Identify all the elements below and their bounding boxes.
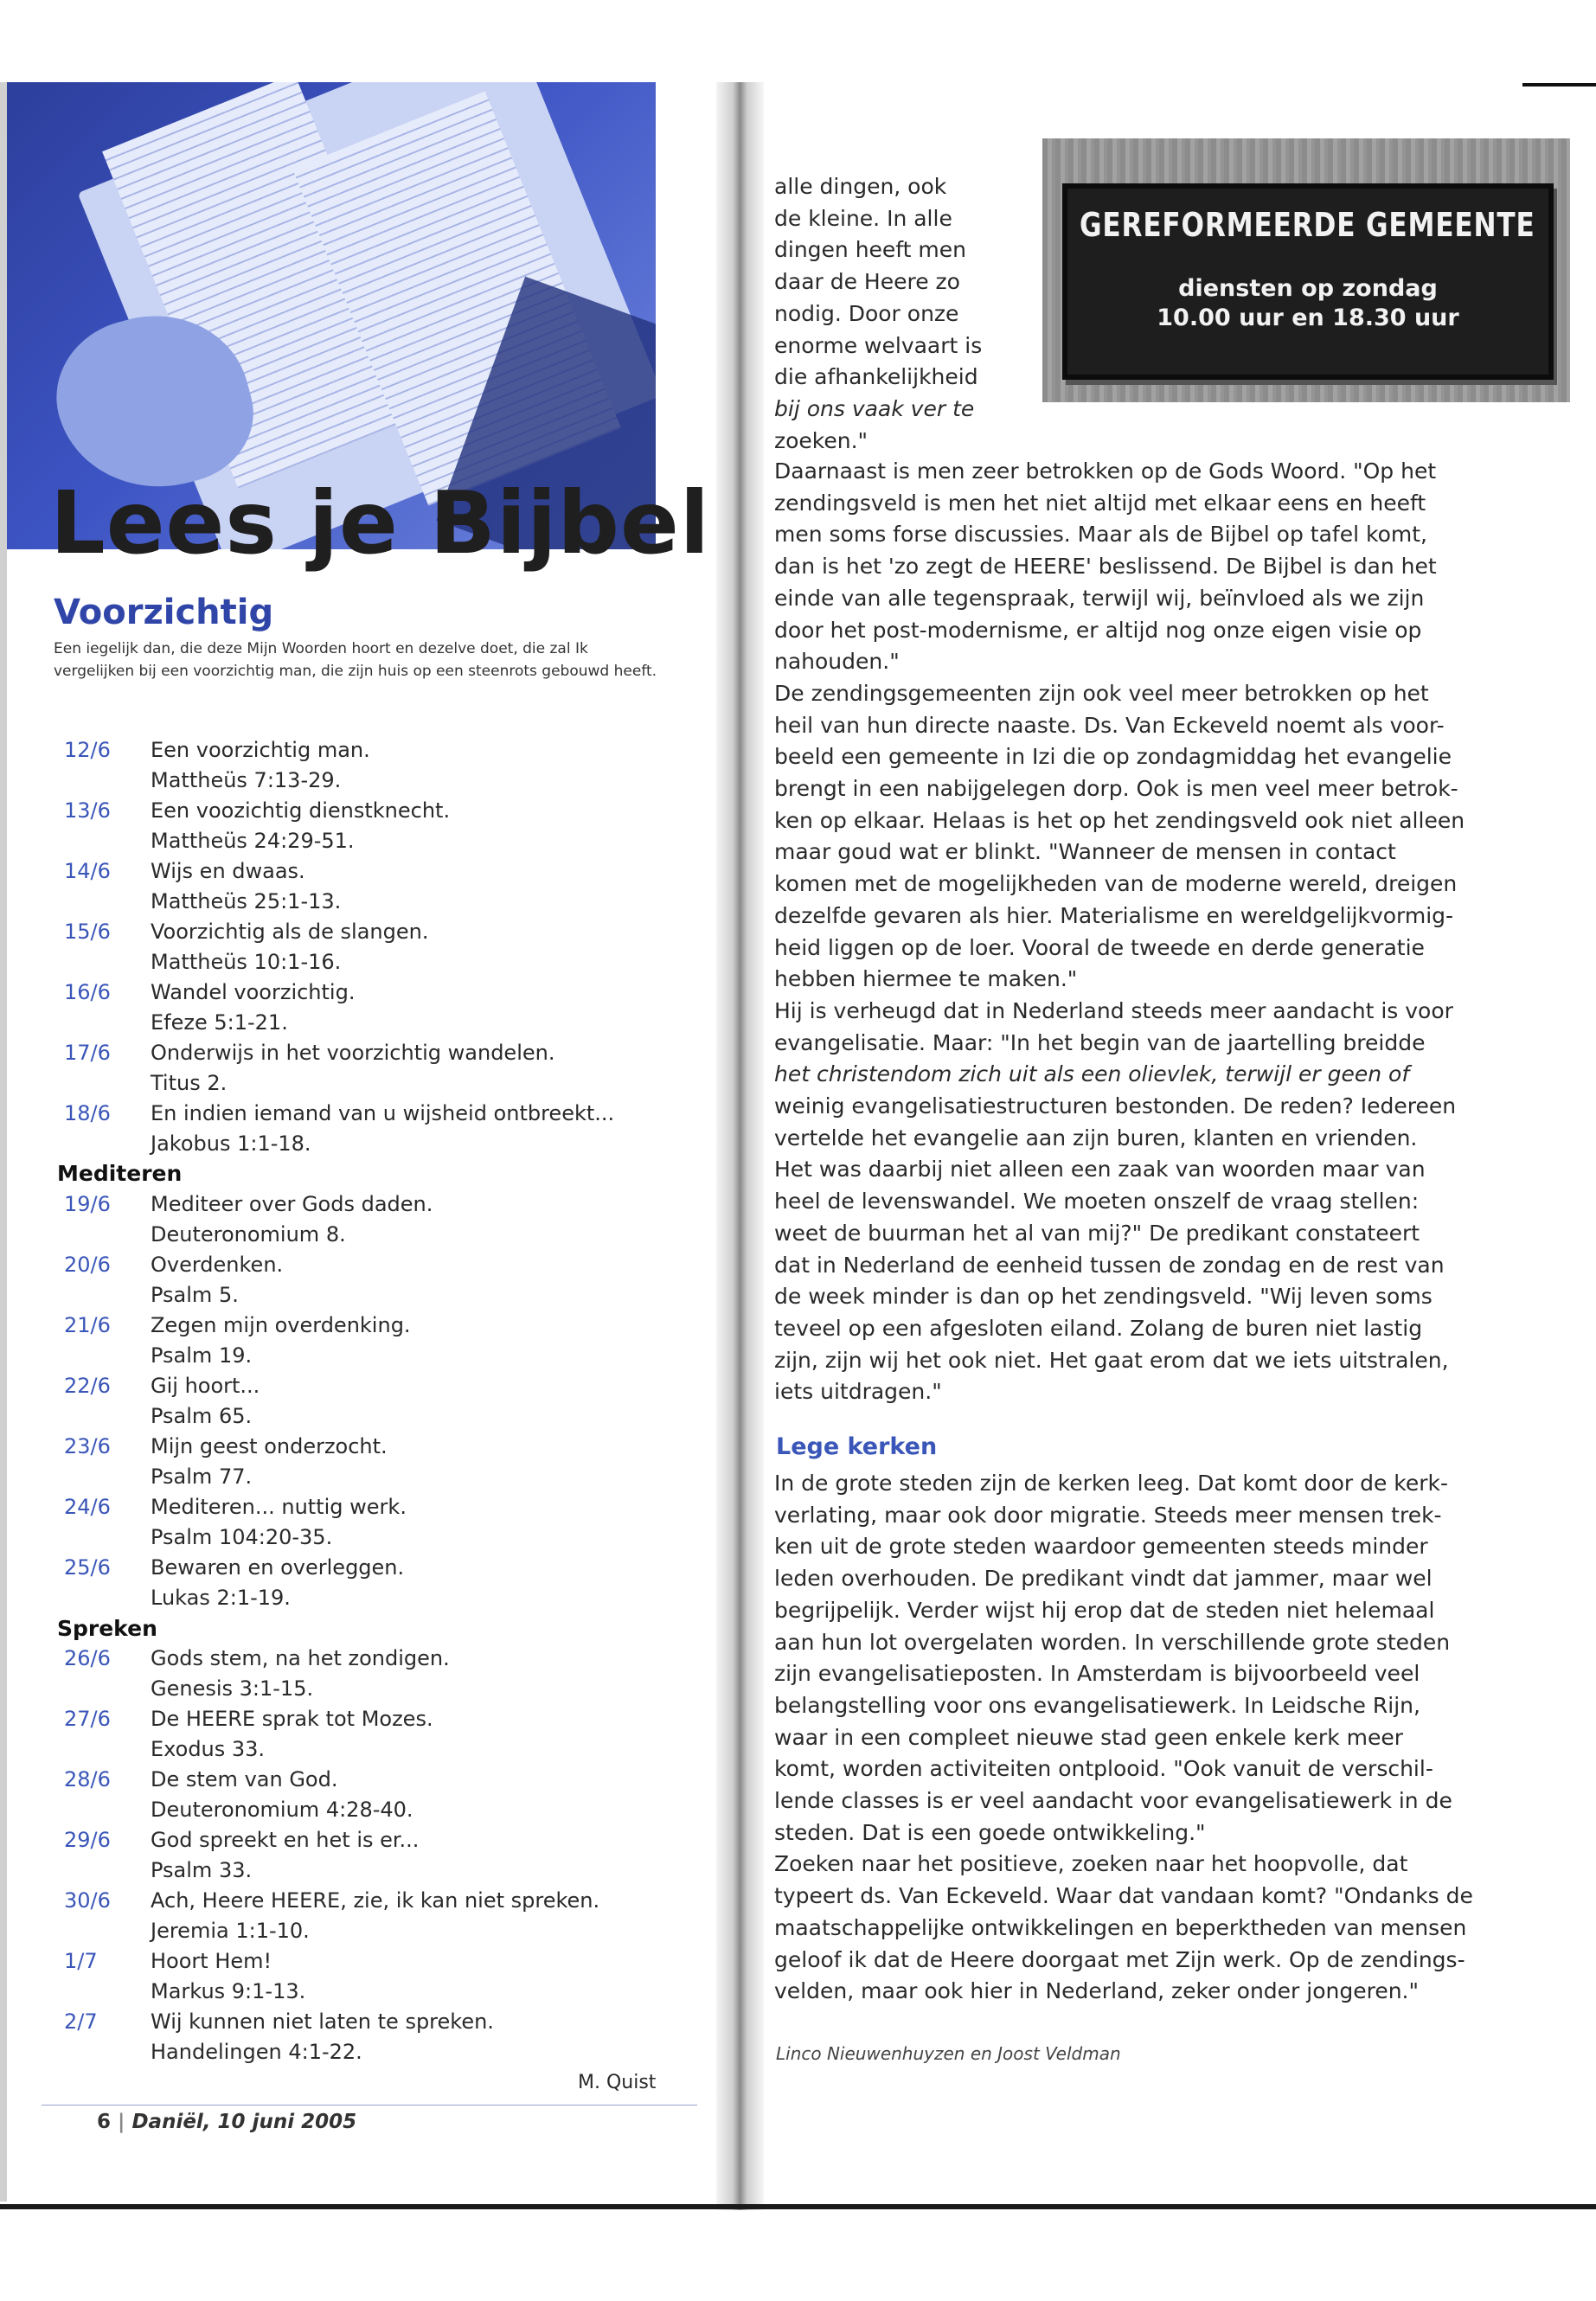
reading-title: Gods stem, na het zondigen.	[151, 1646, 450, 1670]
reading-date: 23/6	[64, 1434, 111, 1458]
article-line: heel de levenswandel. We moeten onszelf de vraag stellen:	[774, 1189, 1420, 1215]
reading-reference: Jeremia 1:1-10.	[151, 1919, 310, 1943]
reading-date: 20/6	[64, 1253, 111, 1277]
article-line: beeld een gemeente in Izi die op zondagmiddag het evangelie	[774, 744, 1452, 770]
article-line: hebben hiermee te maken."	[774, 966, 1078, 992]
reading-title: Een voorzichtig man.	[151, 738, 370, 762]
author-signature: M. Quist	[578, 2072, 657, 2093]
article-line: De zendingsgemeenten zijn ook veel meer betrokken op het	[774, 680, 1429, 706]
reading-reference: Psalm 77.	[151, 1465, 253, 1489]
article-line: typeert ds. Van Eckeveld. Waar dat vandaan komt? "Ondanks de	[774, 1883, 1473, 1909]
article-line: de kleine. In alle	[774, 205, 952, 231]
article-body-part1	[774, 456, 1465, 1408]
article-line: maar goud wat er blinkt. "Wanneer de mensen in contact	[774, 839, 1396, 865]
reading-title: Wandel voorzichtig.	[151, 980, 356, 1004]
page-number: 6	[97, 2111, 112, 2133]
article-subhead: Lege kerken	[776, 1433, 938, 1460]
article-line: velden, maar ook hier in Nederland, zeker onder jongeren."	[774, 1978, 1420, 2004]
sign-title: GEREFORMEERDE GEMEENTE	[1080, 206, 1535, 244]
article-line: geloof ik dat de Heere doorgaat met Zijn werk. Op de zendings-	[774, 1946, 1465, 1972]
article-line: men soms forse discussies. Maar als de Bijbel op tafel komt,	[774, 522, 1427, 548]
reading-reference: Mattheüs 10:1-16.	[151, 950, 342, 974]
article-line: daar de Heere zo	[774, 269, 960, 295]
reading-title: Een voozichtig dienstknecht.	[151, 798, 451, 823]
article-line: komen met de mogelijkheden van de moderne wereld, dreigen	[774, 871, 1458, 897]
article-byline: Linco Nieuwenhuyzen en Joost Veldman	[776, 2043, 1121, 2064]
reading-reference: Genesis 3:1-15.	[151, 1676, 314, 1701]
reading-reference: Handelingen 4:1-22.	[151, 2040, 362, 2064]
reading-title: Mediteren... nuttig werk.	[151, 1495, 407, 1519]
reading-title: Mijn geest onderzocht.	[151, 1434, 388, 1458]
article-line: heil van hun directe naaste. Ds. Van Eckeveld noemt als voor-	[774, 712, 1445, 738]
reading-date: 30/6	[64, 1888, 111, 1913]
reading-reference: Mattheüs 24:29-51.	[151, 829, 355, 853]
article-line: die afhankelijkheid	[774, 364, 978, 390]
intro-quote: Een iegelijk dan, die deze Mijn Woorden hoort en dezelve doet, die zal Ik vergelijken bij een voorzichtig man, die zijn huis op een steenrots gebouwd heeft.	[54, 640, 657, 680]
article-body-part2	[774, 1468, 1473, 2008]
article-line: einde van alle tegenspraak, terwijl wij, beïnvloed als we zijn	[774, 585, 1425, 611]
reading-title: Ach, Heere HEERE, zie, ik kan niet spreken.	[151, 1888, 600, 1913]
reading-reference: Exodus 33.	[151, 1737, 266, 1761]
reading-reference: Deuteronomium 4:28-40.	[151, 1798, 413, 1822]
article-line: aan hun lot overgelaten worden. In verschillende grote steden	[774, 1629, 1451, 1655]
reading-date: 22/6	[64, 1374, 111, 1398]
reading-date: 12/6	[64, 738, 111, 762]
reading-date: 18/6	[64, 1101, 111, 1125]
reading-date: 27/6	[64, 1707, 111, 1731]
article-line: het christendom zich uit als een olievlek, terwijl er geen of	[774, 1061, 1410, 1087]
article-line: weet de buurman het al van mij?" De predikant constateert	[774, 1220, 1420, 1246]
reading-date: 2/7	[64, 2009, 98, 2034]
article-line: weinig evangelisatiestructuren bestonden. De reden? Iedereen	[774, 1093, 1457, 1119]
article-line: teveel op een afgesloten eiland. Zolang de buren niet lastig	[774, 1315, 1423, 1341]
reading-title: Onderwijs in het voorzichtig wandelen.	[151, 1041, 555, 1065]
sign-service-line: diensten op zondag	[1178, 275, 1438, 302]
publication-date: Daniël, 10 juni 2005	[131, 2111, 357, 2133]
reading-reference: Psalm 5.	[151, 1283, 239, 1307]
article-line: zendingsveld is men het niet altijd met elkaar eens en heeft	[774, 490, 1426, 516]
page-title: Lees je Bijbel	[50, 472, 711, 574]
reading-title: Hoort Hem!	[151, 1949, 272, 1973]
reading-reference: Mattheüs 7:13-29.	[151, 768, 342, 792]
article-line: dezelfde gevaren als hier. Materialisme en wereldgelijkvormig-	[774, 902, 1454, 928]
article-line: zoeken."	[774, 427, 869, 453]
article-line: begrijpelijk. Verder wijst hij erop dat de steden niet helemaal	[774, 1597, 1435, 1623]
page-top-margin	[0, 0, 1596, 78]
reading-reference: Titus 2.	[151, 1071, 228, 1095]
article-line: zijn, zijn wij het ook niet. Het gaat erom dat we iets uitstralen,	[774, 1347, 1449, 1373]
reading-date: 16/6	[64, 980, 111, 1004]
article-line: belangstelling voor ons evangelisatiewerk. In Leidsche Rijn,	[774, 1692, 1420, 1718]
reading-title: Voorzichtig als de slangen.	[151, 920, 429, 944]
reading-reference: Psalm 19.	[151, 1343, 253, 1368]
article-line: enorme welvaart is	[774, 332, 983, 358]
reading-title: De stem van God.	[151, 1767, 338, 1791]
reading-reference: Psalm 33.	[151, 1858, 253, 1882]
reading-reference: Lukas 2:1-19.	[151, 1586, 291, 1610]
footer-separator: |	[118, 2111, 125, 2133]
article-line: evangelisatie. Maar: "In het begin van de jaartelling breidde	[774, 1029, 1426, 1055]
article-line: ken op elkaar. Helaas is het op het zendingsveld ook niet alleen	[774, 807, 1465, 833]
reading-date: 29/6	[64, 1828, 111, 1852]
reading-date: 26/6	[64, 1646, 111, 1670]
article-line: brengt in een nabijgelegen dorp. Ook is men veel meer betrok-	[774, 776, 1458, 802]
reading-date: 14/6	[64, 859, 111, 883]
page-corner-rule	[1522, 83, 1596, 87]
article-line: waar in een compleet nieuwe stad geen enkele kerk meer	[774, 1724, 1404, 1750]
reading-date: 1/7	[64, 1949, 98, 1973]
reading-reference: Mattheüs 25:1-13.	[151, 889, 342, 913]
page-bottom-rule	[0, 2204, 1596, 2209]
reading-date: 15/6	[64, 920, 111, 944]
reading-title: Zegen mijn overdenking.	[151, 1313, 411, 1337]
article-line: maatschappelijke ontwikkelingen en beperktheden van mensen	[774, 1914, 1467, 1940]
reading-title: Bewaren en overleggen.	[151, 1555, 405, 1580]
subhead-spreken: Spreken	[57, 1616, 157, 1641]
article-line: alle dingen, ook	[774, 174, 947, 199]
reading-title: Mediteer over Gods daden.	[151, 1192, 433, 1216]
reading-date: 13/6	[64, 798, 111, 823]
page-footer	[97, 2111, 356, 2133]
sign-times-line: 10.00 uur en 18.30 uur	[1157, 304, 1459, 331]
reading-title: Wijs en dwaas.	[151, 859, 305, 883]
reading-reference: Psalm 104:20-35.	[151, 1525, 333, 1549]
article-line: bij ons vaak ver te	[774, 395, 975, 421]
article-line: dat in Nederland de eenheid tussen de zondag en de rest van	[774, 1252, 1445, 1278]
article-line: Daarnaast is men zeer betrokken op de Gods Woord. "Op het	[774, 458, 1437, 484]
reading-date: 25/6	[64, 1555, 111, 1580]
reading-title: De HEERE sprak tot Mozes.	[151, 1707, 433, 1731]
article-line: iets uitdragen."	[774, 1379, 942, 1405]
reading-title: Wij kunnen niet laten te spreken.	[151, 2009, 494, 2034]
article-line: heid liggen op de loer. Vooral de tweede en derde generatie	[774, 934, 1425, 960]
article-line: Hij is verheugd dat in Nederland steeds meer aandacht is voor	[774, 997, 1453, 1023]
article-line: lende classes is er veel aandacht voor evangelisatiewerk in de	[774, 1788, 1452, 1814]
article-line: zijn evangelisatieposten. In Amsterdam is bijvoorbeeld veel	[774, 1661, 1420, 1687]
footer-rule	[42, 2105, 697, 2106]
article-line: Het was daarbij niet alleen een zaak van woorden maar van	[774, 1157, 1426, 1183]
article-line: komt, worden activiteiten ontplooid. "Ook vanuit de verschil-	[774, 1756, 1433, 1782]
reading-date: 21/6	[64, 1313, 111, 1337]
reading-reference: Deuteronomium 8.	[151, 1222, 346, 1247]
reading-date: 24/6	[64, 1495, 111, 1519]
article-line: dan is het 'zo zegt de HEERE' beslissend. De Bijbel is dan het	[774, 554, 1437, 580]
reading-date: 17/6	[64, 1041, 111, 1065]
reading-reference: Psalm 65.	[151, 1404, 253, 1428]
article-line: nodig. Door onze	[774, 300, 959, 326]
reading-reference: Jakobus 1:1-18.	[151, 1131, 311, 1156]
article-line: ken uit de grote steden waardoor gemeenten steeds minder	[774, 1534, 1428, 1560]
reading-reference: Markus 9:1-13.	[151, 1979, 306, 2003]
article-lead-lines	[774, 171, 982, 457]
reading-date: 28/6	[64, 1767, 111, 1791]
article-line: Zoeken naar het positieve, zoeken naar het hoopvolle, dat	[774, 1851, 1408, 1877]
article-line: verlating, maar ook door migratie. Steeds meer mensen trek-	[774, 1502, 1442, 1528]
article-line: nahouden."	[774, 649, 900, 675]
subhead-mediteren: Mediteren	[57, 1161, 183, 1186]
reading-title: God spreekt en het is er...	[151, 1828, 420, 1852]
reading-title: Gij hoort...	[151, 1374, 260, 1398]
page-edge	[0, 82, 7, 2202]
reading-title: En indien iemand van u wijsheid ontbreekt...	[151, 1101, 615, 1125]
article-line: dingen heeft men	[774, 237, 966, 263]
reading-title: Overdenken.	[151, 1253, 284, 1277]
reading-reference: Efeze 5:1-21.	[151, 1010, 288, 1035]
article-line: door het post-modernisme, er altijd nog onze eigen visie op	[774, 617, 1422, 643]
spine-gutter	[716, 82, 764, 2210]
article-line: steden. Dat is een goede ontwikkeling."	[774, 1819, 1206, 1845]
section-heading: Voorzichtig	[54, 593, 274, 632]
article-line: In de grote steden zijn de kerken leeg. Dat komt door de kerk-	[774, 1471, 1449, 1496]
article-line: de week minder is dan op het zendingsveld. "Wij leven soms	[774, 1284, 1433, 1310]
article-line: vertelde het evangelie aan zijn buren, klanten en vrienden.	[774, 1125, 1418, 1150]
reading-date: 19/6	[64, 1192, 111, 1216]
article-line: leden overhouden. De predikant vindt dat jammer, maar wel	[774, 1566, 1433, 1592]
